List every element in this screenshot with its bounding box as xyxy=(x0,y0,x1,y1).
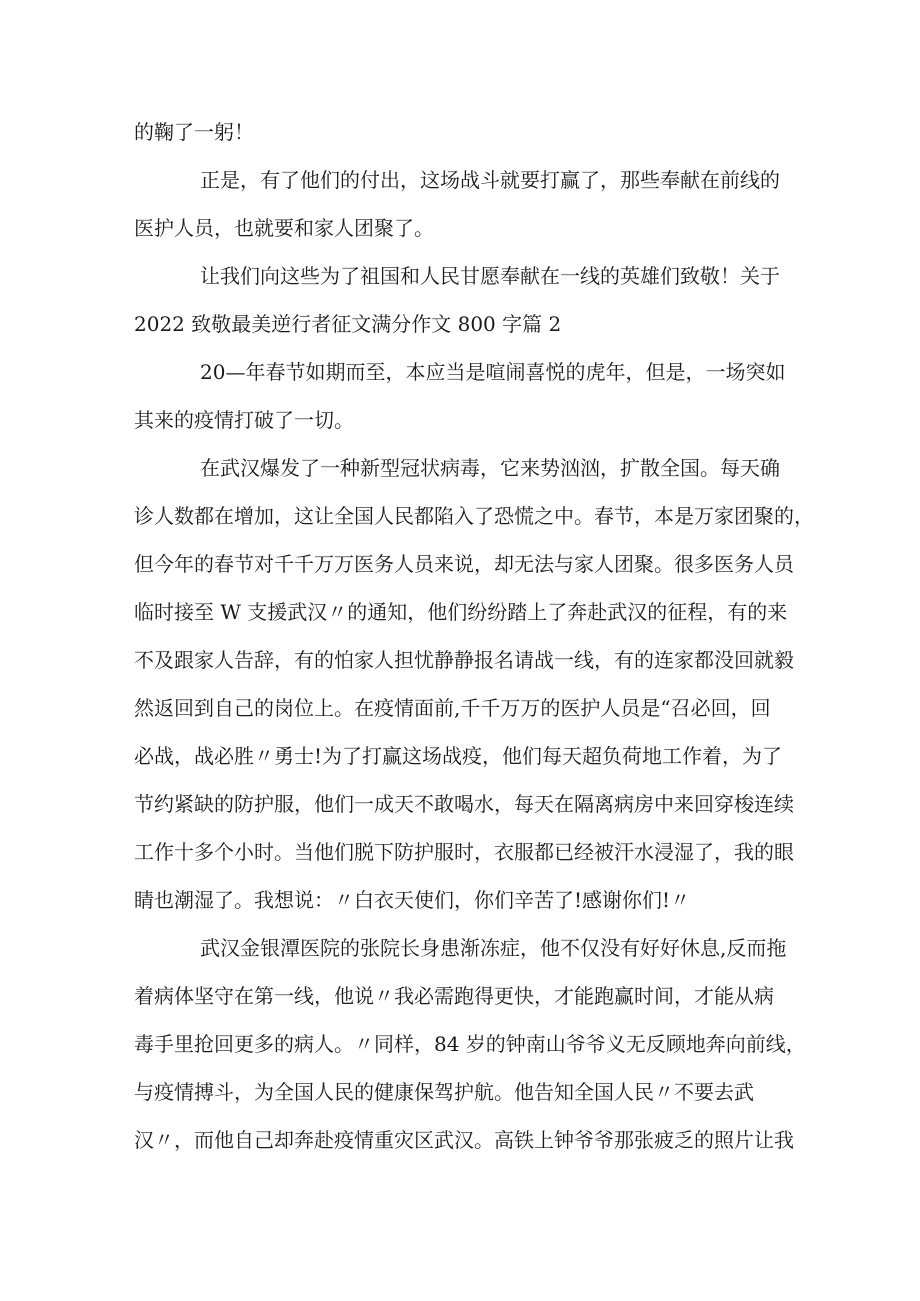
line-text: 诊人数都在增加，这让全国人民都陷入了恐慌之中。春节，本是万家团聚的， xyxy=(134,504,814,528)
line-text: 临时接至 W 支援武汉〃的通知，他们纷纷踏上了奔赴武汉的征程，有的来 xyxy=(134,600,788,624)
text-line xyxy=(0,878,920,922)
paragraph-start-line xyxy=(0,158,920,202)
text-line xyxy=(0,398,920,442)
text-line xyxy=(0,206,920,250)
section-heading-line xyxy=(0,302,920,346)
text-line xyxy=(0,1118,920,1162)
line-text: 节约紧缺的防护服，他们一成天不敢喝水，每天在隔离病房中来回穿梭连续 xyxy=(134,792,794,816)
paragraph-start-line xyxy=(0,926,920,970)
text-line xyxy=(0,1070,920,1114)
line-text: 然返回到自己的岗位上。在疫情面前,千千万万的医护人员是“召必回，回 xyxy=(134,696,771,720)
line-text: 2022 致敬最美逆行者征文满分作文 800 字篇 2 xyxy=(134,312,562,336)
line-text: 与疫情搏斗，为全国人民的健康保驾护航。他告知全国人民〃不要去武 xyxy=(134,1080,754,1104)
line-text: 睛也潮湿了。我想说：〃白衣天使们，你们辛苦了!感谢你们!〃 xyxy=(134,888,691,912)
text-line xyxy=(0,590,920,634)
line-text: 武汉金银潭医院的张院长身患渐冻症，他不仅没有好好休息,反而拖 xyxy=(200,936,787,960)
line-text: 在武汉爆发了一种新型冠状病毒，它来势汹汹，扩散全国。每天确 xyxy=(200,456,780,480)
line-text: 不及跟家人告辞，有的怕家人担忧静静报名请战一线，有的连家都没回就毅 xyxy=(134,648,794,672)
line-text: 汉〃，而他自己却奔赴疫情重灾区武汉。高铁上钟爷爷那张疲乏的照片让我 xyxy=(134,1128,794,1152)
line-text: 毒手里抢回更多的病人。〃同样，84 岁的钟南山爷爷义无反顾地奔向前线， xyxy=(134,1032,806,1056)
line-text: 着病体坚守在第一线，他说〃我必需跑得更快，才能跑赢时间，才能从病 xyxy=(134,984,774,1008)
line-text: 正是，有了他们的付出，这场战斗就要打赢了，那些奉献在前线的 xyxy=(200,168,780,192)
line-text: 的鞠了一躬！ xyxy=(134,120,254,144)
line-text: 必战，战必胜〃勇士!为了打赢这场战疫，他们每天超负荷地工作着，为了 xyxy=(134,744,783,768)
line-text: 让我们向这些为了祖国和人民甘愿奉献在一线的英雄们致敬！关于 xyxy=(200,264,780,288)
text-line xyxy=(0,830,920,874)
text-line xyxy=(0,542,920,586)
text-line xyxy=(0,494,920,538)
line-text: 医护人员，也就要和家人团聚了。 xyxy=(134,216,434,240)
text-line xyxy=(0,686,920,730)
text-line xyxy=(0,638,920,682)
paragraph-start-line xyxy=(0,446,920,490)
line-text: 其来的疫情打破了一切。 xyxy=(134,408,354,432)
line-text: 20—年春节如期而至，本应当是喧闹喜悦的虎年，但是，一场突如 xyxy=(200,360,786,384)
line-text: 但今年的春节对千千万万医务人员来说，却无法与家人团聚。很多医务人员 xyxy=(134,552,794,576)
text-line xyxy=(0,734,920,778)
line-text: 工作十多个小时。当他们脱下防护服时，衣服都已经被汗水浸湿了，我的眼 xyxy=(134,840,794,864)
paragraph-start-line xyxy=(0,254,920,298)
text-line xyxy=(0,974,920,1018)
paragraph-start-line xyxy=(0,350,920,394)
text-line xyxy=(0,110,920,154)
text-line xyxy=(0,1022,920,1066)
text-line xyxy=(0,782,920,826)
